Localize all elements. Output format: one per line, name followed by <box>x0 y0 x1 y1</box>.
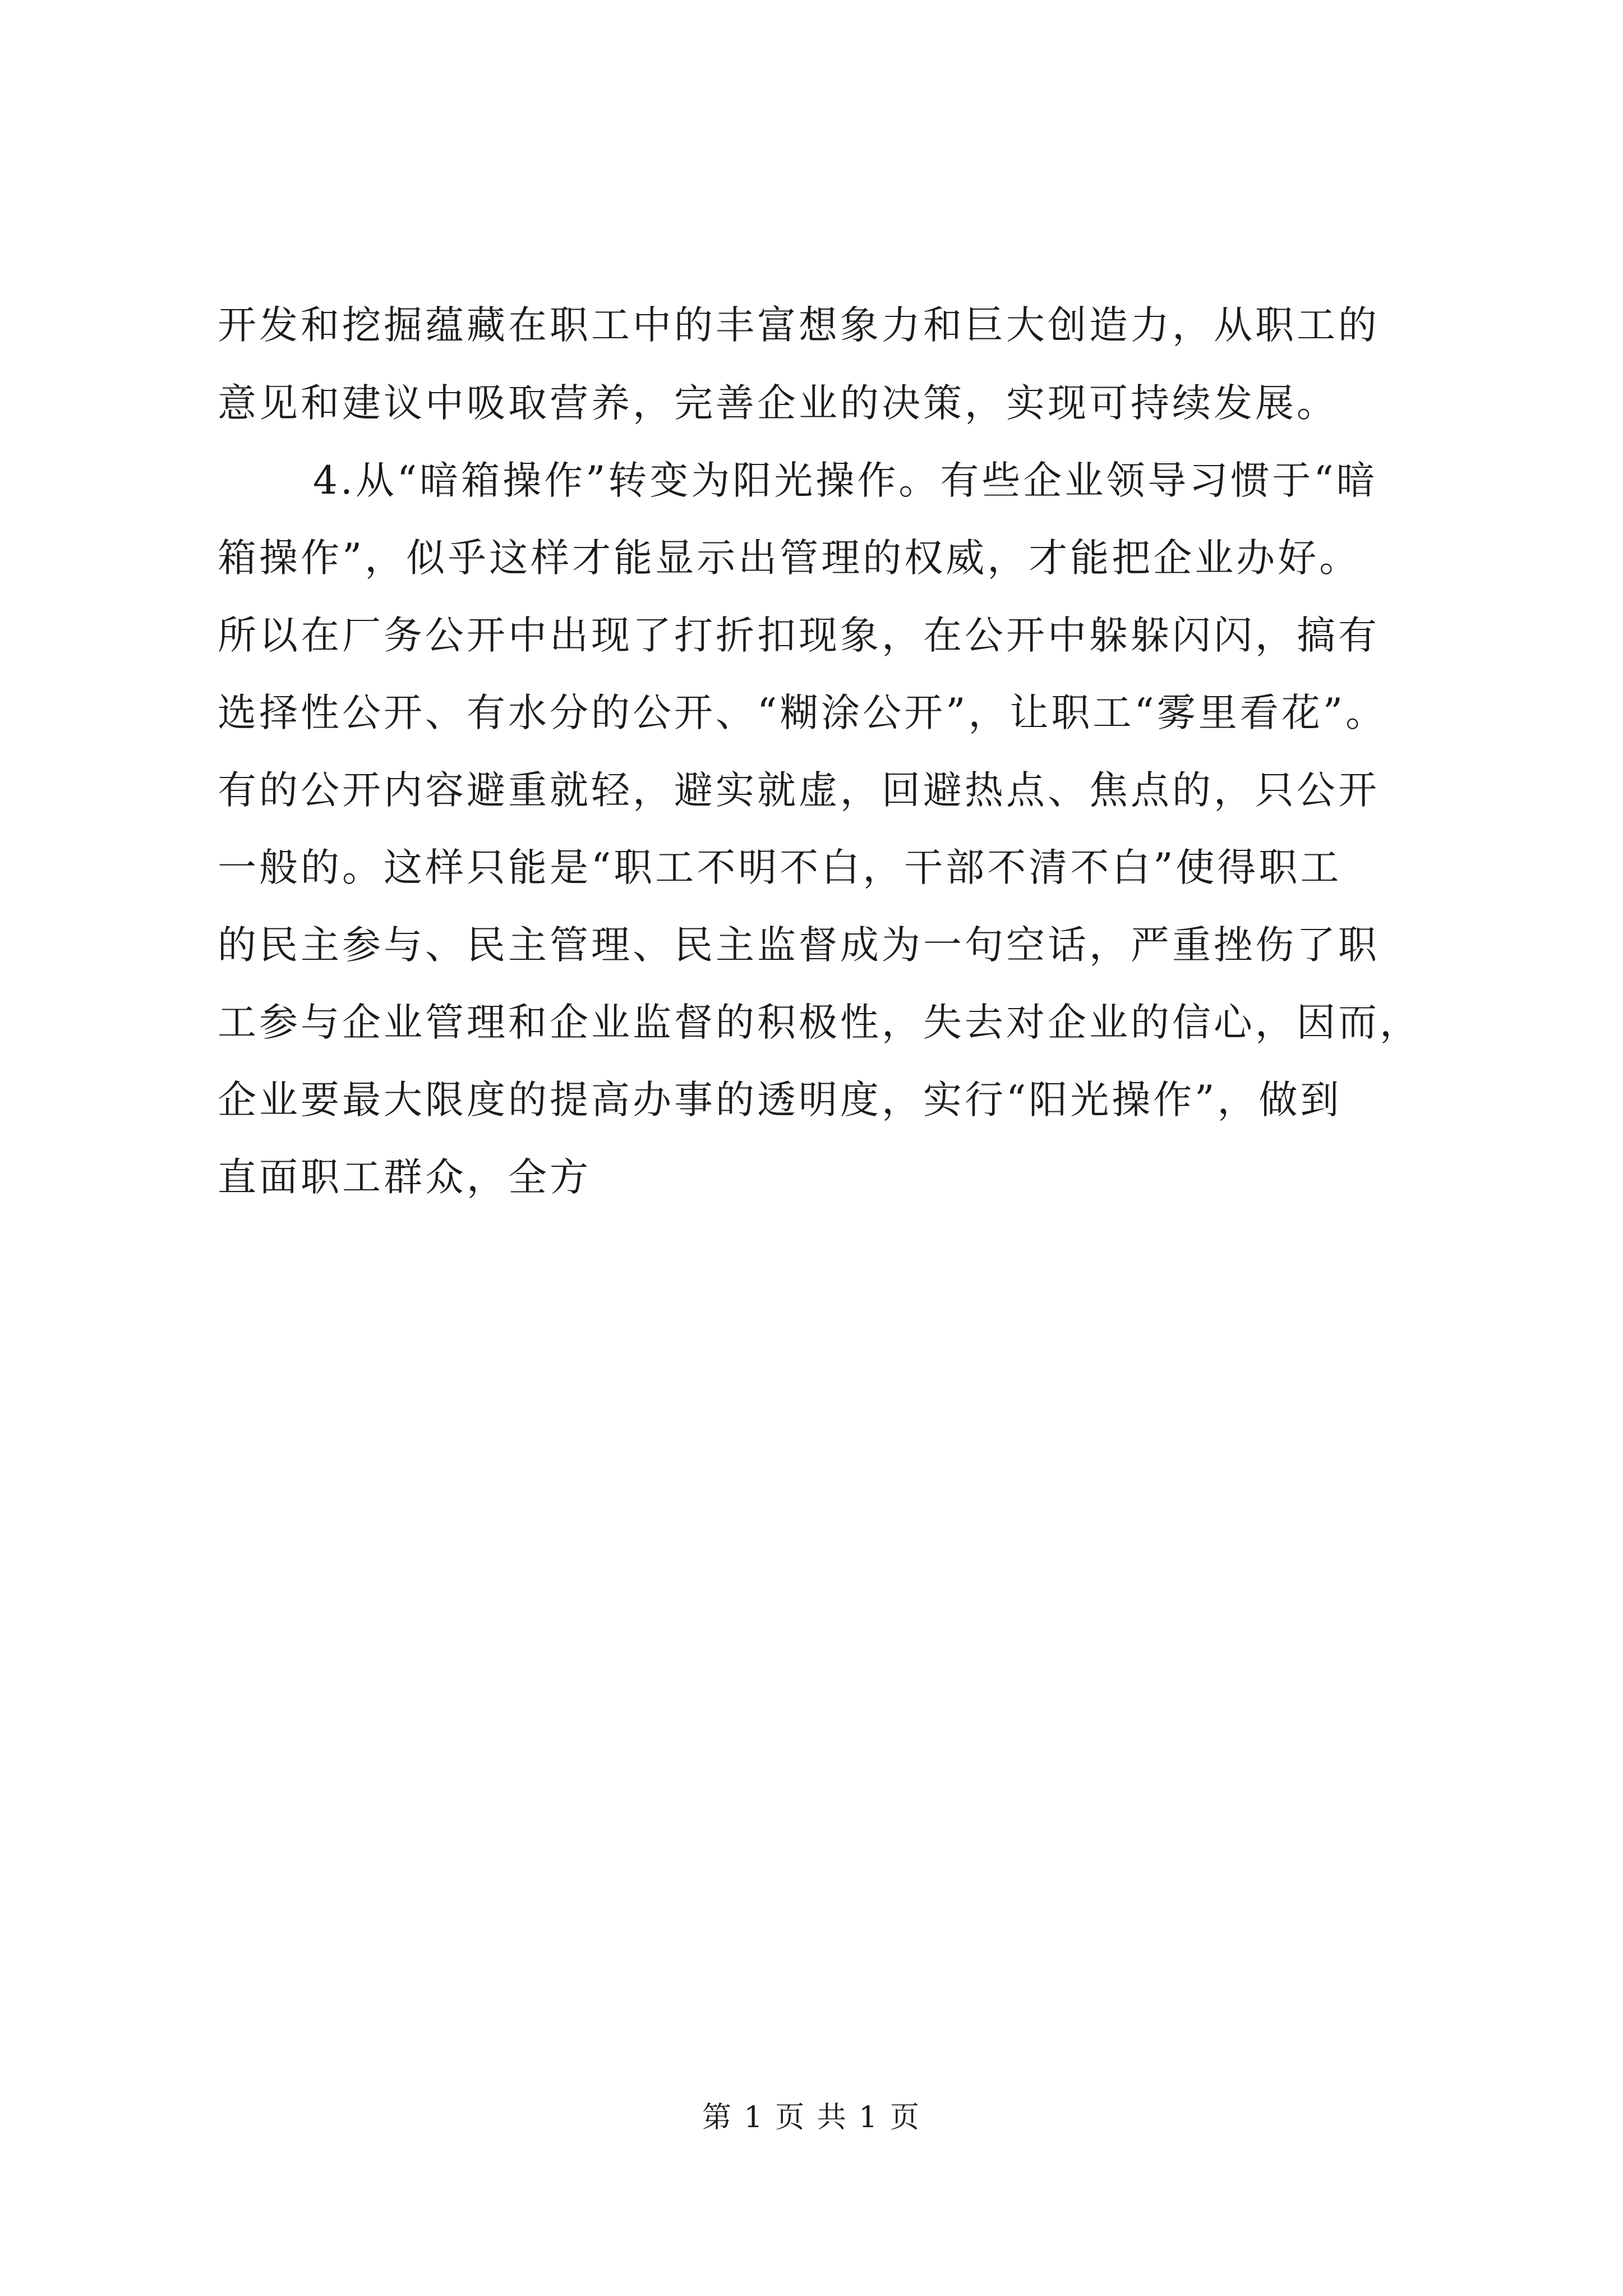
paragraph-line: 箱操作”，似乎这样才能显示出管理的权威，才能把企业办好。 <box>218 536 1361 581</box>
paragraph-line: 有的公开内容避重就轻，避实就虚，回避热点、焦点的，只公开 <box>218 768 1380 813</box>
paragraph-line: 工参与企业管理和企业监督的积极性，失去对企业的信心，因而， <box>218 1000 1421 1045</box>
paragraph-line: 意见和建议中吸取营养，完善企业的决策，实现可持续发展。 <box>218 381 1338 426</box>
page-number-footer: 第 1 页 共 1 页 <box>702 2101 921 2134</box>
paragraph-line: 的民主参与、民主管理、民主监督成为一句空话，严重挫伤了职 <box>218 923 1380 968</box>
paragraph-line: 所以在厂务公开中出现了打折扣现象，在公开中躲躲闪闪，搞有 <box>218 613 1380 658</box>
paragraph-line: 一般的。这样只能是“职工不明不白，干部不清不白”使得职工 <box>218 845 1342 890</box>
paragraph-line: 4.从“暗箱操作”转变为阳光操作。有些企业领导习惯于“暗 <box>313 458 1378 503</box>
paragraph-line: 开发和挖掘蕴藏在职工中的丰富想象力和巨大创造力，从职工的 <box>218 303 1380 348</box>
paragraph-line: 选择性公开、有水分的公开、“糊涂公开”，让职工“雾里看花”。 <box>218 691 1387 735</box>
paragraph-line: 直面职工群众，全方 <box>218 1155 591 1200</box>
paragraph-line: 企业要最大限度的提高办事的透明度，实行“阳光操作”，做到 <box>218 1078 1342 1122</box>
